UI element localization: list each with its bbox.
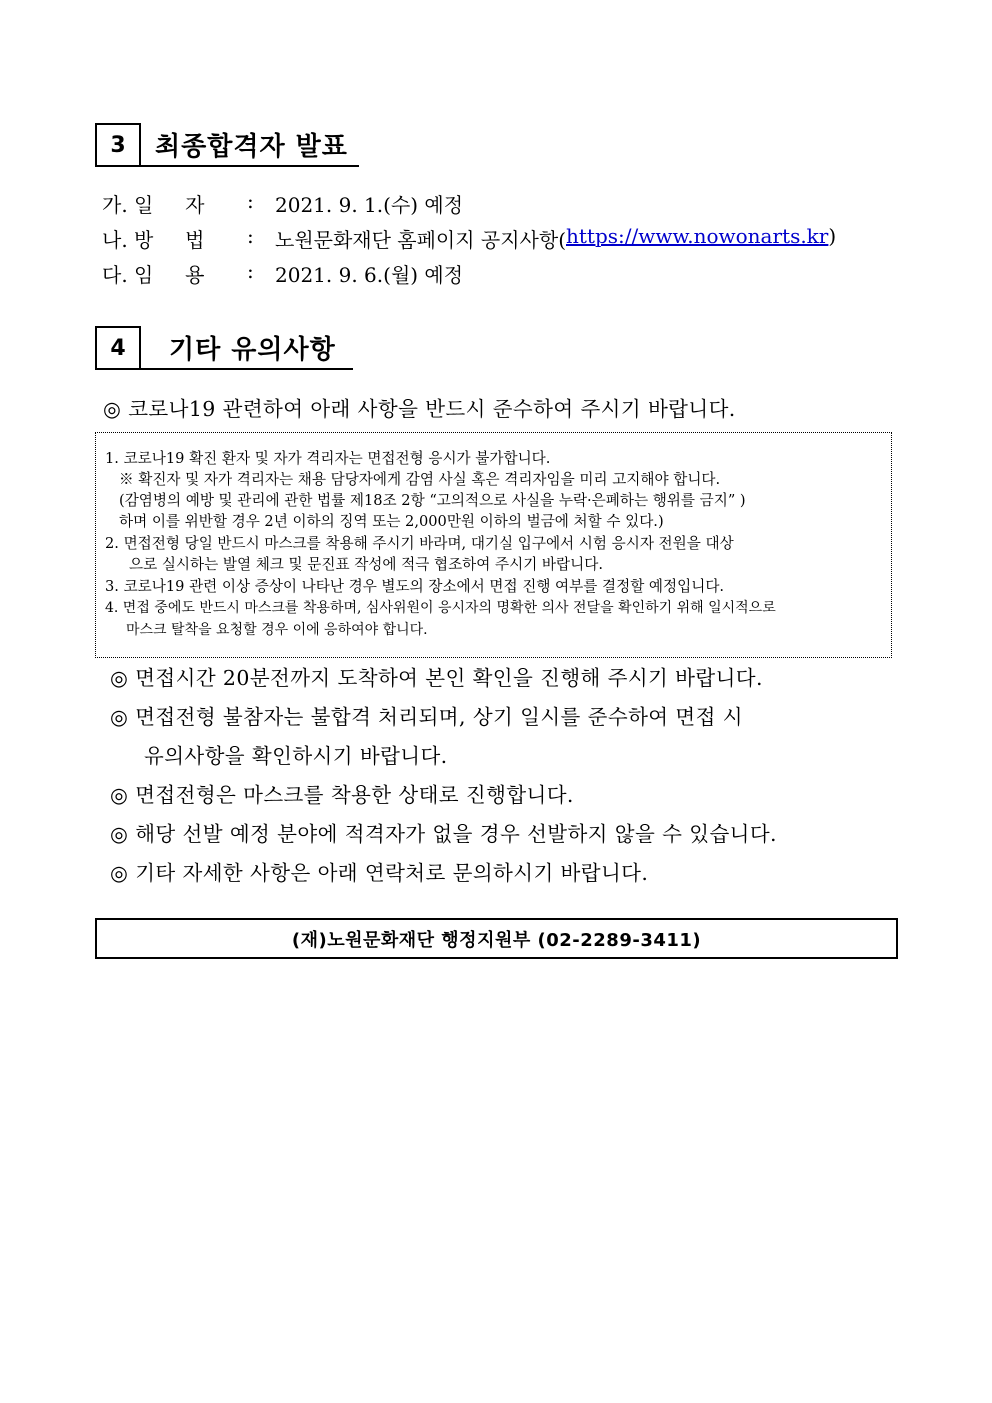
info-method: [102, 224, 836, 253]
info-date: [102, 189, 463, 218]
homepage-link[interactable]: https://www.nowonarts.kr: [566, 224, 829, 248]
section-3-header: [95, 123, 359, 167]
covid-intro: ◎ 코로나19 관련하여 아래 사항을 반드시 준수하여 주시기 바랍니다.: [103, 397, 736, 421]
info-appointment: [102, 259, 463, 288]
info-appointment-value: 2021. 9. 6.(월) 예정: [275, 263, 464, 287]
notice-line-3: (감염병의 예방 및 관리에 관한 법률 제18조 2항 “고의적으로 사실을 누락·은폐하는 행위를 금지” ): [119, 492, 746, 509]
section-4-header: [95, 326, 353, 370]
section-3-number: 3: [95, 123, 141, 167]
bullet-arrival: ◎ 면접시간 20분전까지 도착하여 본인 확인을 진행해 주시기 바랍니다.: [110, 666, 763, 690]
info-method-sep: :: [247, 224, 254, 248]
section-4-title: 기타 유의사항: [141, 326, 353, 370]
info-appointment-sep: :: [247, 259, 254, 283]
notice-line-1: 1. 코로나19 확진 환자 및 자가 격리자는 면접전형 응시가 불가합니다.: [105, 450, 551, 467]
info-date-sep: :: [247, 189, 254, 213]
bullet-absence-cont: 유의사항을 확인하시기 바랍니다.: [144, 744, 448, 768]
notice-line-2: ※ 확진자 및 자가 격리자는 채용 담당자에게 감염 사실 혹은 격리자임을 미리 고지해야 합니다.: [119, 471, 721, 488]
notice-line-6: 으로 실시하는 발열 체크 및 문진표 작성에 적극 협조하여 주시기 바랍니다.: [129, 556, 603, 573]
notice-line-5: 2. 면접전형 당일 반드시 마스크를 착용해 주시기 바라며, 대기실 입구에서 시험 응시자 전원을 대상: [105, 535, 734, 552]
bullet-contact: ◎ 기타 자세한 사항은 아래 연락처로 문의하시기 바랍니다.: [110, 861, 649, 885]
info-date-label: 가. 일 자: [102, 193, 205, 217]
bullet-no-selection: ◎ 해당 선발 예정 분야에 적격자가 없을 경우 선발하지 않을 수 있습니다.: [110, 822, 777, 846]
bullet-mask: ◎ 면접전형은 마스크를 착용한 상태로 진행합니다.: [110, 783, 574, 807]
notice-line-4: 하며 이를 위반할 경우 2년 이하의 징역 또는 2,000만원 이하의 벌금에 처할 수 있다.): [119, 513, 664, 530]
contact-box: (재)노원문화재단 행정지원부 (02-2289-3411): [95, 918, 898, 959]
bullet-absence: ◎ 면접전형 불참자는 불합격 처리되며, 상기 일시를 준수하여 면접 시: [110, 705, 743, 729]
info-appointment-label: 다. 임 용: [102, 263, 205, 287]
notice-line-7: 3. 코로나19 관련 이상 증상이 나타난 경우 별도의 장소에서 면접 진행 여부를 결정할 예정입니다.: [105, 578, 725, 595]
section-3-title: 최종합격자 발표: [141, 123, 359, 167]
section-4-number: 4: [95, 326, 141, 370]
info-method-label: 나. 방 법: [102, 228, 205, 252]
covid-notice-box: [95, 432, 892, 658]
info-method-value: 노원문화재단 홈페이지 공지사항(: [275, 228, 566, 252]
info-method-after: ): [828, 224, 837, 248]
info-date-value: 2021. 9. 1.(수) 예정: [275, 193, 464, 217]
notice-line-8: 4. 면접 중에도 반드시 마스크를 착용하며, 심사위원이 응시자의 명확한 의사 전달을 확인하기 위해 일시적으로: [105, 600, 776, 616]
notice-line-9: 마스크 탈착을 요청할 경우 이에 응하여야 합니다.: [126, 622, 428, 638]
